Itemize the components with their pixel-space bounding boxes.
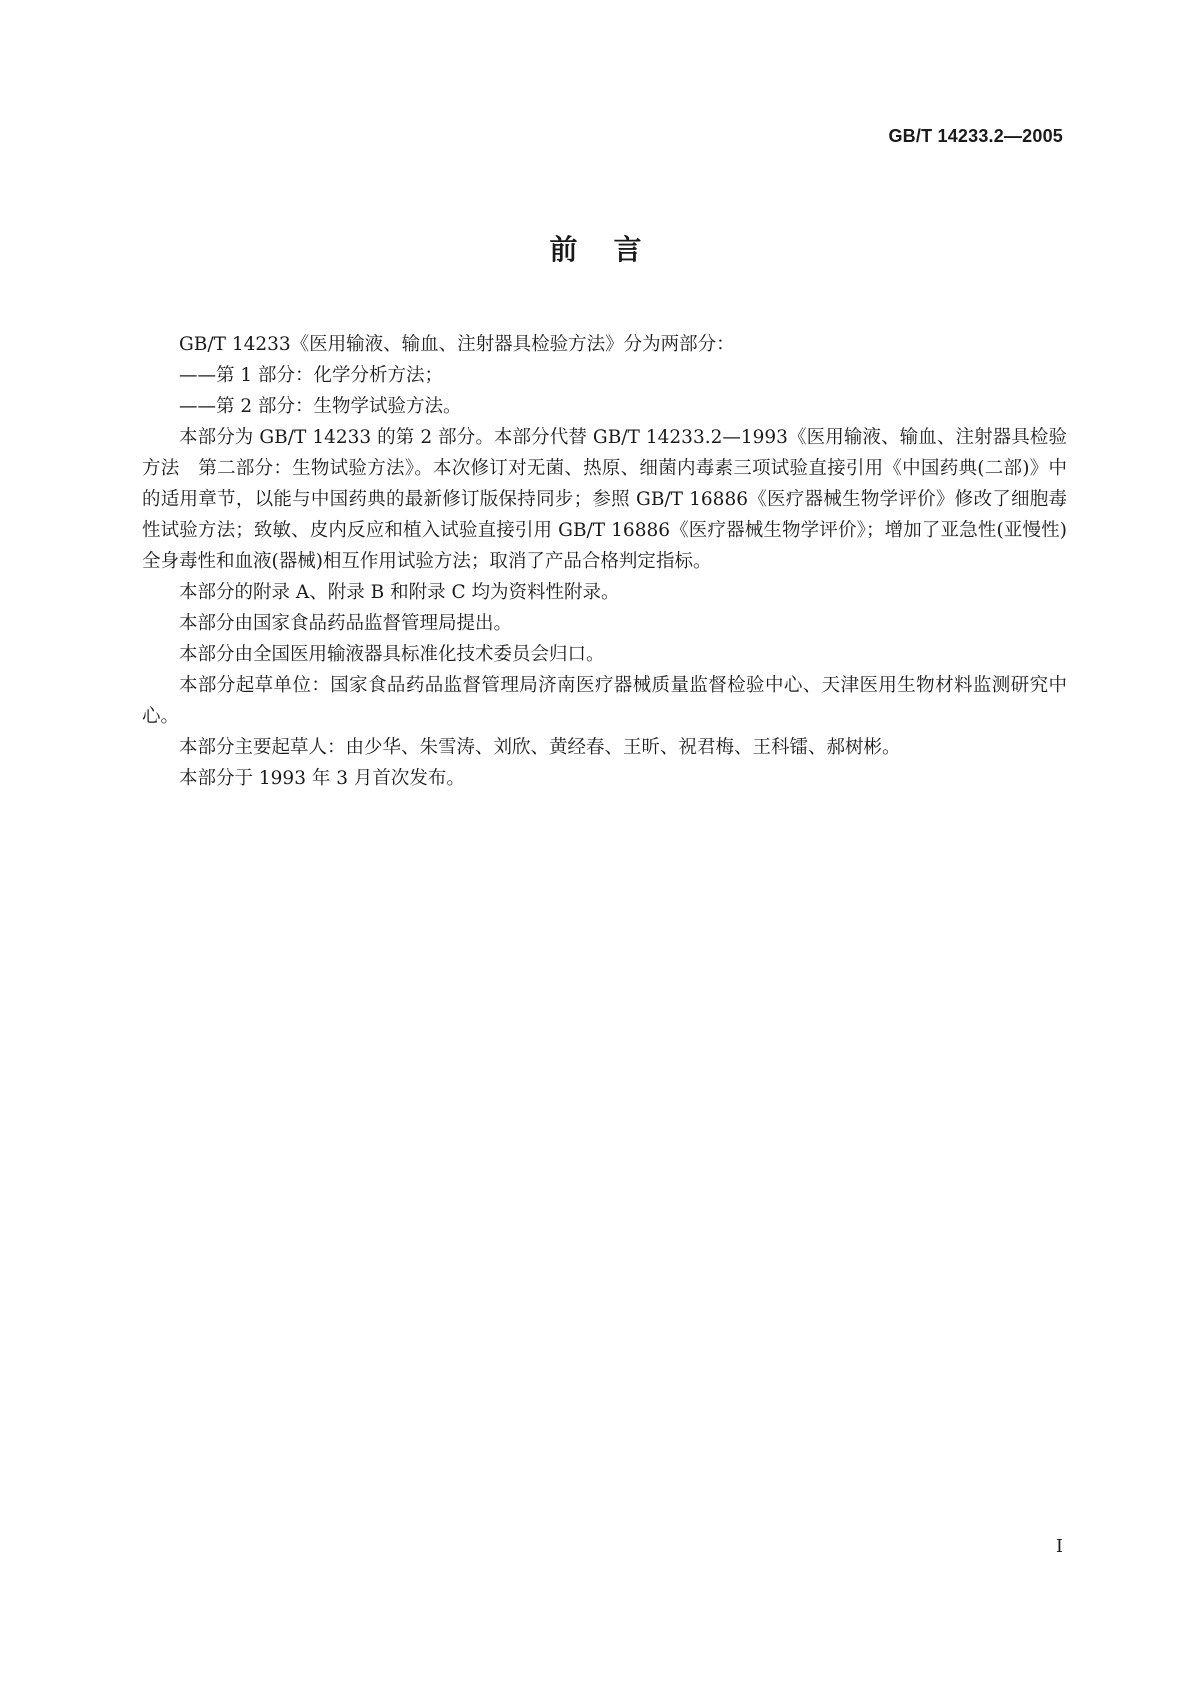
paragraph-drafters: 本部分主要起草人：由少华、朱雪涛、刘欣、黄经春、王昕、祝君梅、王科镭、郝树彬。 bbox=[179, 737, 901, 758]
paragraph-first-issued: 本部分于 1993 年 3 月首次发布。 bbox=[179, 768, 465, 789]
paragraph-drafting-units: 本部分起草单位：国家食品药品监督管理局济南医疗器械质量监督检验中心、天津医用生物材料监测研究中心。 bbox=[142, 675, 1067, 727]
paragraph-part-1: ——第 1 部分：化学分析方法； bbox=[179, 365, 444, 386]
paragraph-intro: GB/T 14233《医用输液、输血、注射器具检验方法》分为两部分： bbox=[179, 334, 735, 355]
paragraph-revision: 本部分为 GB/T 14233 的第 2 部分。本部分代替 GB/T 14233.2—1993《医用输液、输血、注射器具检验方法 第二部分：生物试验方法》。本次修订对无菌、热原、细菌内毒素三项试验直接引用《中国药典(二部)》中的适用章节，以能与中国药典的最新修订版保持同步；参照 GB/T 16886《医疗器械生物学评价》修改了细胞毒性试验方法；致敏、皮内反应和植入试验直接引用 GB/T 16886《医疗器械生物学评价》；增加了亚急性(亚慢性)全身毒性和血液(器械)相互作用试验方法；取消了产品合格判定指标。 bbox=[142, 427, 1067, 572]
standard-code: GB/T 14233.2—2005 bbox=[888, 126, 1063, 146]
page-title: 前言 bbox=[549, 233, 678, 266]
paragraph-annexes: 本部分的附录 A、附录 B 和附录 C 均为资料性附录。 bbox=[179, 582, 620, 603]
paragraph-proposed-by: 本部分由国家食品药品监督管理局提出。 bbox=[179, 613, 513, 634]
foreword-body bbox=[142, 329, 1067, 794]
paragraph-part-2: ——第 2 部分：生物学试验方法。 bbox=[179, 396, 462, 417]
paragraph-centralized-by: 本部分由全国医用输液器具标准化技术委员会归口。 bbox=[179, 644, 605, 665]
page-number: I bbox=[1055, 1536, 1063, 1557]
